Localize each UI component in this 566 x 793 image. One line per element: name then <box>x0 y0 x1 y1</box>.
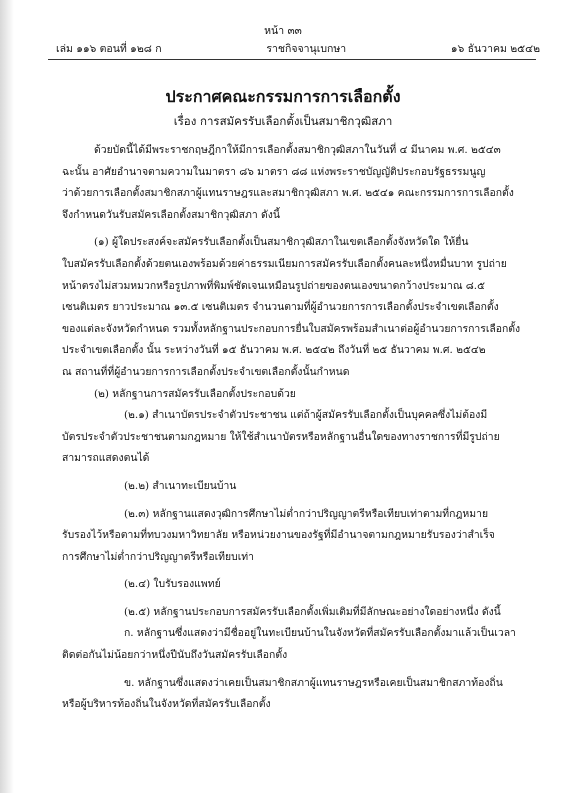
paragraph-clause-2-5-b: ข. หลักฐานซึ่งแสดงว่าเคยเป็นสมาชิกสภาผู้แทนราษฎรหรือเคยเป็นสมาชิกสภาท้องถิ่น หรือผู้บริหารท้องถิ่นในจังหวัดที่สมัครรับเลือกตั้ง <box>62 676 503 711</box>
paragraph-clause-2-1: (๒.๑) สำเนาบัตรประจำตัวประชาชน แต่ถ้าผู้สมัครรับเลือกตั้งเป็นบุคคลซึ่งไม่ต้องมี บัตรประจำตัวประชาชนตามกฎหมาย ให้ใช้สำเนาบัตรหรือหลักฐานอื่นใดของทางราชการที่มีรูปถ่าย สามารถแสดงตนได้ <box>62 409 500 465</box>
paragraph-clause-2-5-a: ก. หลักฐานซึ่งแสดงว่ามีชื่ออยู่ในทะเบียนบ้านในจังหวัดที่สมัครรับเลือกตั้งมาแล้วเป็นเวลา ติดต่อกันไม่น้อยกว่าหนึ่งปีนับถึงวันสมัครรับเลือกตั้ง <box>62 627 516 662</box>
gazette-header <box>0 40 566 57</box>
paragraph-clause-2-4: (๒.๔) ใบรับรองแพทย์ <box>124 578 221 591</box>
volume-issue: เล่ม ๑๑๖ ตอนที่ ๑๒๘ ก <box>56 43 162 55</box>
paragraph-clause-1: (๑) ผู้ใดประสงค์จะสมัครรับเลือกตั้งเป็นสมาชิกวุฒิสภาในเขตเลือกตั้งจังหวัดใด ให้ยื่น ใบสมัครรับเลือกตั้งด้วยตนเองพร้อมด้วยค่าธรรมเนียมการสมัครรับเลือกตั้งคนละหนึ่งหมื่นบาท รูปถ่าย หน้าตรงไม่สวมหมวกหรือรูปภาพที่พิมพ์ชัดเจนเหมือนรูปถ่ายของตนเองขนาดกว้างประมาณ ๘.๕ เซนติเมตร ยาวประมาณ ๑๓.๕ เซนติเมตร จำนวนตามที่ผู้อำนวยการการเลือกตั้งประจำเขตเลือกตั้ง ของแต่ละจังหวัดกำหนด รวมทั้งหลักฐานประกอบการยื่นใบสมัครพร้อมสำเนาต่อผู้อำนวยการการเลือกตั้ง ประจำเขตเลือกตั้ง นั้น ระหว่างวันที่ ๑๕ ธันวาคม พ.ศ. ๒๕๔๒ ถึงวันที่ ๒๕ ธันวาคม พ.ศ. ๒๕๔๒ ณ สถานที่ที่ผู้อำนวยการการเลือกตั้งประจำเขตเลือกตั้งนั้นกำหนด <box>62 236 521 378</box>
header-rule <box>48 59 536 60</box>
page-number: หน้า ๓๓ <box>264 25 302 37</box>
paragraph-clause-2-2: (๒.๒) สำเนาทะเบียนบ้าน <box>124 479 237 492</box>
announcement-subject: เรื่อง การสมัครรับเลือกตั้งเป็นสมาชิกวุฒิสภา <box>173 114 393 128</box>
paragraph-clause-2-3: (๒.๓) หลักฐานแสดงวุฒิการศึกษาไม่ต่ำกว่าปริญญาตรีหรือเทียบเท่าตามที่กฎหมาย รับรองไว้หรือตามที่ทบวงมหาวิทยาลัย หรือหน่วยงานของรัฐที่มีอำนาจตามกฎหมายรับรองว่าสำเร็จ การศึกษาไม่ต่ำกว่าปริญญาตรีหรือเทียบเท่า <box>62 507 495 563</box>
announcement-body <box>62 140 544 716</box>
paragraph-preamble: ด้วยบัดนี้ได้มีพระราชกฤษฎีกาให้มีการเลือกตั้งสมาชิกวุฒิสภาในวันที่ ๔ มีนาคม พ.ศ. ๒๕๔๓ ฉะนั้น อาศัยอำนาจตามความในมาตรา ๘๖ มาตรา ๘๘ แห่งพระราชบัญญัติประกอบรัฐธรรมนูญ ว่าด้วยการเลือกตั้งสมาชิกสภาผู้แทนราษฎรและสมาชิกวุฒิสภา พ.ศ. ๒๕๔๑ คณะกรรมการการเลือกตั้ง จึงกำหนดวันรับสมัครเลือกตั้งสมาชิกวุฒิสภา ดังนี้ <box>62 144 514 221</box>
paragraph-clause-2: (๒) หลักฐานการสมัครรับเลือกตั้งประกอบด้วย <box>94 387 296 400</box>
paragraph-clause-2-5: (๒.๕) หลักฐานประกอบการสมัครรับเลือกตั้งเพิ่มเติมที่มีลักษณะอย่างใดอย่างหนึ่ง ดังนี้ <box>124 605 501 618</box>
issue-date: ๑๖ ธันวาคม ๒๕๔๒ <box>450 43 540 55</box>
announcement-title: ประกาศคณะกรรมการการเลือกตั้ง <box>165 87 401 106</box>
gazette-name: ราชกิจจานุเบกษา <box>266 43 347 55</box>
